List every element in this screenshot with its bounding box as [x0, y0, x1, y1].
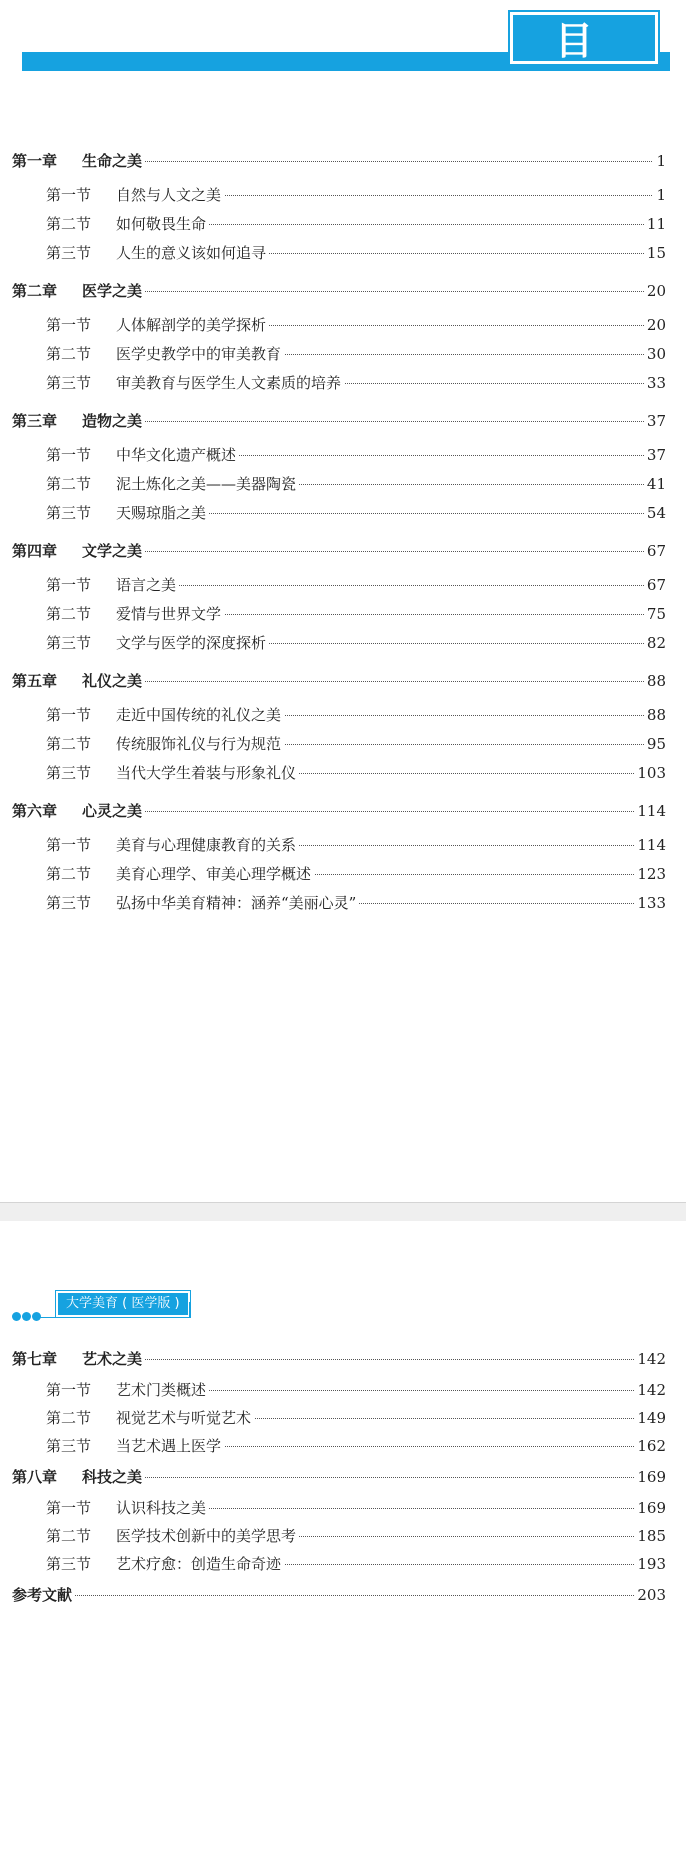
- toc-entry-title: 泥土炼化之美——美器陶瓷: [116, 475, 297, 493]
- toc-chapter-row[interactable]: [0, 149, 686, 173]
- toc-entry-number: 第六章: [12, 802, 58, 820]
- toc-entry-label: [46, 1378, 209, 1402]
- badge-tail: [189, 1302, 190, 1318]
- toc-section-row[interactable]: [0, 443, 686, 467]
- toc-entry-page: 15: [644, 241, 666, 265]
- book-title-badge: 大学美育 ( 医学版 ): [56, 1291, 190, 1317]
- toc-entry-number: 第三节: [46, 244, 92, 262]
- toc-entry-page: 1: [653, 183, 666, 207]
- toc-entry-label: [12, 1465, 145, 1489]
- toc-chapter-row[interactable]: [0, 279, 686, 303]
- toc-entry-number: 第三节: [46, 1555, 92, 1573]
- toc-entry-label: [12, 1583, 75, 1607]
- toc-section-row[interactable]: [0, 1378, 686, 1402]
- toc-entry-number: 第三章: [12, 412, 58, 430]
- leader-dots: [14, 1595, 664, 1596]
- toc-entry-page: 30: [644, 342, 666, 366]
- toc-entry-page: 142: [634, 1347, 666, 1371]
- toc-entry-page: 88: [644, 703, 666, 727]
- toc-entry-label: [12, 149, 145, 173]
- toc-entry-label: [46, 862, 314, 886]
- toc-entry-page: 203: [634, 1583, 666, 1607]
- toc-entry-label: [46, 1524, 299, 1548]
- toc-entry-title: 造物之美: [82, 412, 143, 430]
- toc-entry-label: [46, 183, 224, 207]
- toc-entry-title: 文学之美: [82, 542, 143, 560]
- toc-entry-label: [46, 573, 179, 597]
- toc-entry-number: 第三节: [46, 374, 92, 392]
- toc-chapter-row[interactable]: [0, 799, 686, 823]
- decor-dot-icon: [22, 1312, 31, 1321]
- toc-entry-number: 第一节: [46, 836, 92, 854]
- toc-entry-page: 123: [634, 862, 666, 886]
- toc-section-row[interactable]: [0, 212, 686, 236]
- toc-chapter-row[interactable]: [0, 1583, 686, 1607]
- toc-entry-number: 第二节: [46, 735, 92, 753]
- toc-entry-title: 生命之美: [82, 152, 143, 170]
- toc-entry-title: 认识科技之美: [116, 1499, 207, 1517]
- toc-entry-label: [46, 371, 344, 395]
- toc-entry-label: [46, 602, 224, 626]
- toc-chapter-row[interactable]: [0, 669, 686, 693]
- toc-entry-page: 162: [634, 1434, 666, 1458]
- toc-entry-number: 第二节: [46, 1527, 92, 1545]
- toc-entry-title: 文学与医学的深度探析: [116, 634, 267, 652]
- toc-entry-page: 67: [644, 539, 666, 563]
- toc-entry-title: 如何敬畏生命: [116, 215, 207, 233]
- toc-entry-label: [46, 833, 299, 857]
- page-title: 目 录: [510, 12, 658, 64]
- toc-entry-page: 37: [644, 409, 666, 433]
- toc-section-row[interactable]: [0, 732, 686, 756]
- toc-entry-title: 走近中国传统的礼仪之美: [116, 706, 282, 724]
- toc-entry-page: 169: [634, 1465, 666, 1489]
- decor-dot-icon: [12, 1312, 21, 1321]
- toc-section-row[interactable]: [0, 371, 686, 395]
- toc-section-row[interactable]: [0, 891, 686, 915]
- toc-entry-label: [12, 539, 145, 563]
- toc-entry-number: 第一节: [46, 706, 92, 724]
- decor-dot-icon: [32, 1312, 41, 1321]
- toc-entry-page: 82: [644, 631, 666, 655]
- toc-entry-title: 医学技术创新中的美学思考: [116, 1527, 297, 1545]
- toc-entry-page: 1: [653, 149, 666, 173]
- toc-entry-number: 第四章: [12, 542, 58, 560]
- toc-entry-title: 弘扬中华美育精神：涵养“美丽心灵”: [116, 894, 357, 912]
- toc-entry-page: 33: [644, 371, 666, 395]
- toc-chapter-row[interactable]: [0, 539, 686, 563]
- toc-entry-number: 第二节: [46, 475, 92, 493]
- toc-section-row[interactable]: [0, 703, 686, 727]
- toc-entry-label: [46, 1496, 209, 1520]
- page-separator: [0, 1202, 686, 1222]
- toc-entry-number: 第一节: [46, 576, 92, 594]
- toc-section-row[interactable]: [0, 602, 686, 626]
- toc-section-row[interactable]: [0, 241, 686, 265]
- toc-entry-label: [46, 631, 269, 655]
- toc-entry-number: 第三节: [46, 764, 92, 782]
- toc-entry-page: 75: [644, 602, 666, 626]
- toc-entry-title: 参考文献: [12, 1586, 73, 1604]
- toc-chapter-row[interactable]: [0, 1347, 686, 1371]
- toc-entry-label: [46, 342, 284, 366]
- toc-entry-title: 审美教育与医学生人文素质的培养: [116, 374, 342, 392]
- badge-underline: [40, 1317, 190, 1318]
- toc-entry-number: 第一节: [46, 186, 92, 204]
- toc-section-row[interactable]: [0, 761, 686, 785]
- toc-section-row[interactable]: [0, 1496, 686, 1520]
- toc-entry-title: 美育心理学、审美心理学概述: [116, 865, 312, 883]
- toc-entry-title: 心灵之美: [82, 802, 143, 820]
- toc-entry-page: 149: [634, 1406, 666, 1430]
- toc-entry-number: 第二节: [46, 345, 92, 363]
- toc-section-row[interactable]: [0, 1406, 686, 1430]
- toc-entry-label: [46, 313, 269, 337]
- toc-entry-page: 88: [644, 669, 666, 693]
- toc-entry-label: [46, 501, 209, 525]
- toc-section-row[interactable]: [0, 573, 686, 597]
- toc-entry-page: 103: [634, 761, 666, 785]
- toc-entry-title: 语言之美: [116, 576, 177, 594]
- toc-entry-label: [12, 669, 145, 693]
- toc-section-row[interactable]: [0, 501, 686, 525]
- toc-entry-title: 自然与人文之美: [116, 186, 222, 204]
- toc-section-row[interactable]: [0, 342, 686, 366]
- toc-chapter-row[interactable]: [0, 1465, 686, 1489]
- toc-entry-page: 133: [634, 891, 666, 915]
- toc-entry-title: 视觉艺术与听觉艺术: [116, 1409, 252, 1427]
- toc-entry-page: 37: [644, 443, 666, 467]
- toc-entry-label: [12, 799, 145, 823]
- toc-entry-title: 人体解剖学的美学探析: [116, 316, 267, 334]
- toc-entry-label: [46, 443, 239, 467]
- toc-entry-title: 科技之美: [82, 1468, 143, 1486]
- toc-entry-title: 礼仪之美: [82, 672, 143, 690]
- toc-entry-label: [46, 732, 284, 756]
- toc-entry-label: [46, 472, 299, 496]
- toc-entry-number: 第八章: [12, 1468, 58, 1486]
- toc-entry-title: 当艺术遇上医学: [116, 1437, 222, 1455]
- toc-entry-title: 艺术之美: [82, 1350, 143, 1368]
- toc-entry-number: 第三节: [46, 894, 92, 912]
- toc-entry-label: [46, 761, 299, 785]
- toc-entry-number: 第一节: [46, 1381, 92, 1399]
- toc-entry-title: 医学史教学中的审美教育: [116, 345, 282, 363]
- toc-section-row[interactable]: [0, 183, 686, 207]
- toc-entry-number: 第一节: [46, 446, 92, 464]
- toc-entry-number: 第一节: [46, 1499, 92, 1517]
- toc-entry-title: 艺术疗愈：创造生命奇迹: [116, 1555, 282, 1573]
- toc-entry-page: 142: [634, 1378, 666, 1402]
- toc-section-row[interactable]: [0, 1434, 686, 1458]
- toc-entry-number: 第一节: [46, 316, 92, 334]
- toc-section-row[interactable]: [0, 1524, 686, 1548]
- toc-section-row[interactable]: [0, 1552, 686, 1576]
- toc-entry-page: 54: [644, 501, 666, 525]
- toc-entry-number: 第二节: [46, 1409, 92, 1427]
- toc-entry-number: 第二章: [12, 282, 58, 300]
- toc-entry-number: 第三节: [46, 504, 92, 522]
- toc-entry-page: 41: [644, 472, 666, 496]
- toc-section-row[interactable]: [0, 472, 686, 496]
- toc-entry-page: 95: [644, 732, 666, 756]
- toc-entry-page: 193: [634, 1552, 666, 1576]
- toc-entry-number: 第三节: [46, 634, 92, 652]
- toc-entry-number: 第三节: [46, 1437, 92, 1455]
- toc-entry-page: 20: [644, 313, 666, 337]
- toc-section-row[interactable]: [0, 313, 686, 337]
- toc-entry-title: 美育与心理健康教育的关系: [116, 836, 297, 854]
- toc-entry-label: [46, 212, 209, 236]
- toc-entry-title: 当代大学生着装与形象礼仪: [116, 764, 297, 782]
- toc-entry-label: [46, 891, 359, 915]
- toc-entry-title: 中华文化遗产概述: [116, 446, 237, 464]
- toc-entry-label: [12, 409, 145, 433]
- toc-section-row[interactable]: [0, 862, 686, 886]
- toc-entry-page: 20: [644, 279, 666, 303]
- toc-entry-page: 11: [644, 212, 666, 236]
- toc-entry-title: 传统服饰礼仪与行为规范: [116, 735, 282, 753]
- toc-entry-title: 天赐琼脂之美: [116, 504, 207, 522]
- toc-entry-label: [12, 1347, 145, 1371]
- toc-entry-label: [46, 241, 269, 265]
- toc-entry-page: 114: [634, 833, 666, 857]
- toc-section-row[interactable]: [0, 833, 686, 857]
- toc-entry-number: 第二节: [46, 865, 92, 883]
- toc-entry-title: 爱情与世界文学: [116, 605, 222, 623]
- toc-section-row[interactable]: [0, 631, 686, 655]
- toc-entry-number: 第一章: [12, 152, 58, 170]
- toc-entry-label: [12, 279, 145, 303]
- toc-entry-number: 第七章: [12, 1350, 58, 1368]
- toc-entry-label: [46, 703, 284, 727]
- toc-entry-page: 185: [634, 1524, 666, 1548]
- toc-entry-page: 114: [634, 799, 666, 823]
- toc-entry-page: 67: [644, 573, 666, 597]
- toc-entry-label: [46, 1406, 254, 1430]
- toc-entry-page: 169: [634, 1496, 666, 1520]
- toc-entry-title: 艺术门类概述: [116, 1381, 207, 1399]
- toc-entry-number: 第二节: [46, 215, 92, 233]
- toc-entry-label: [46, 1552, 284, 1576]
- toc-entry-label: [46, 1434, 224, 1458]
- toc-chapter-row[interactable]: [0, 409, 686, 433]
- toc-entry-number: 第五章: [12, 672, 58, 690]
- toc-entry-number: 第二节: [46, 605, 92, 623]
- toc-entry-title: 人生的意义该如何追寻: [116, 244, 267, 262]
- toc-entry-title: 医学之美: [82, 282, 143, 300]
